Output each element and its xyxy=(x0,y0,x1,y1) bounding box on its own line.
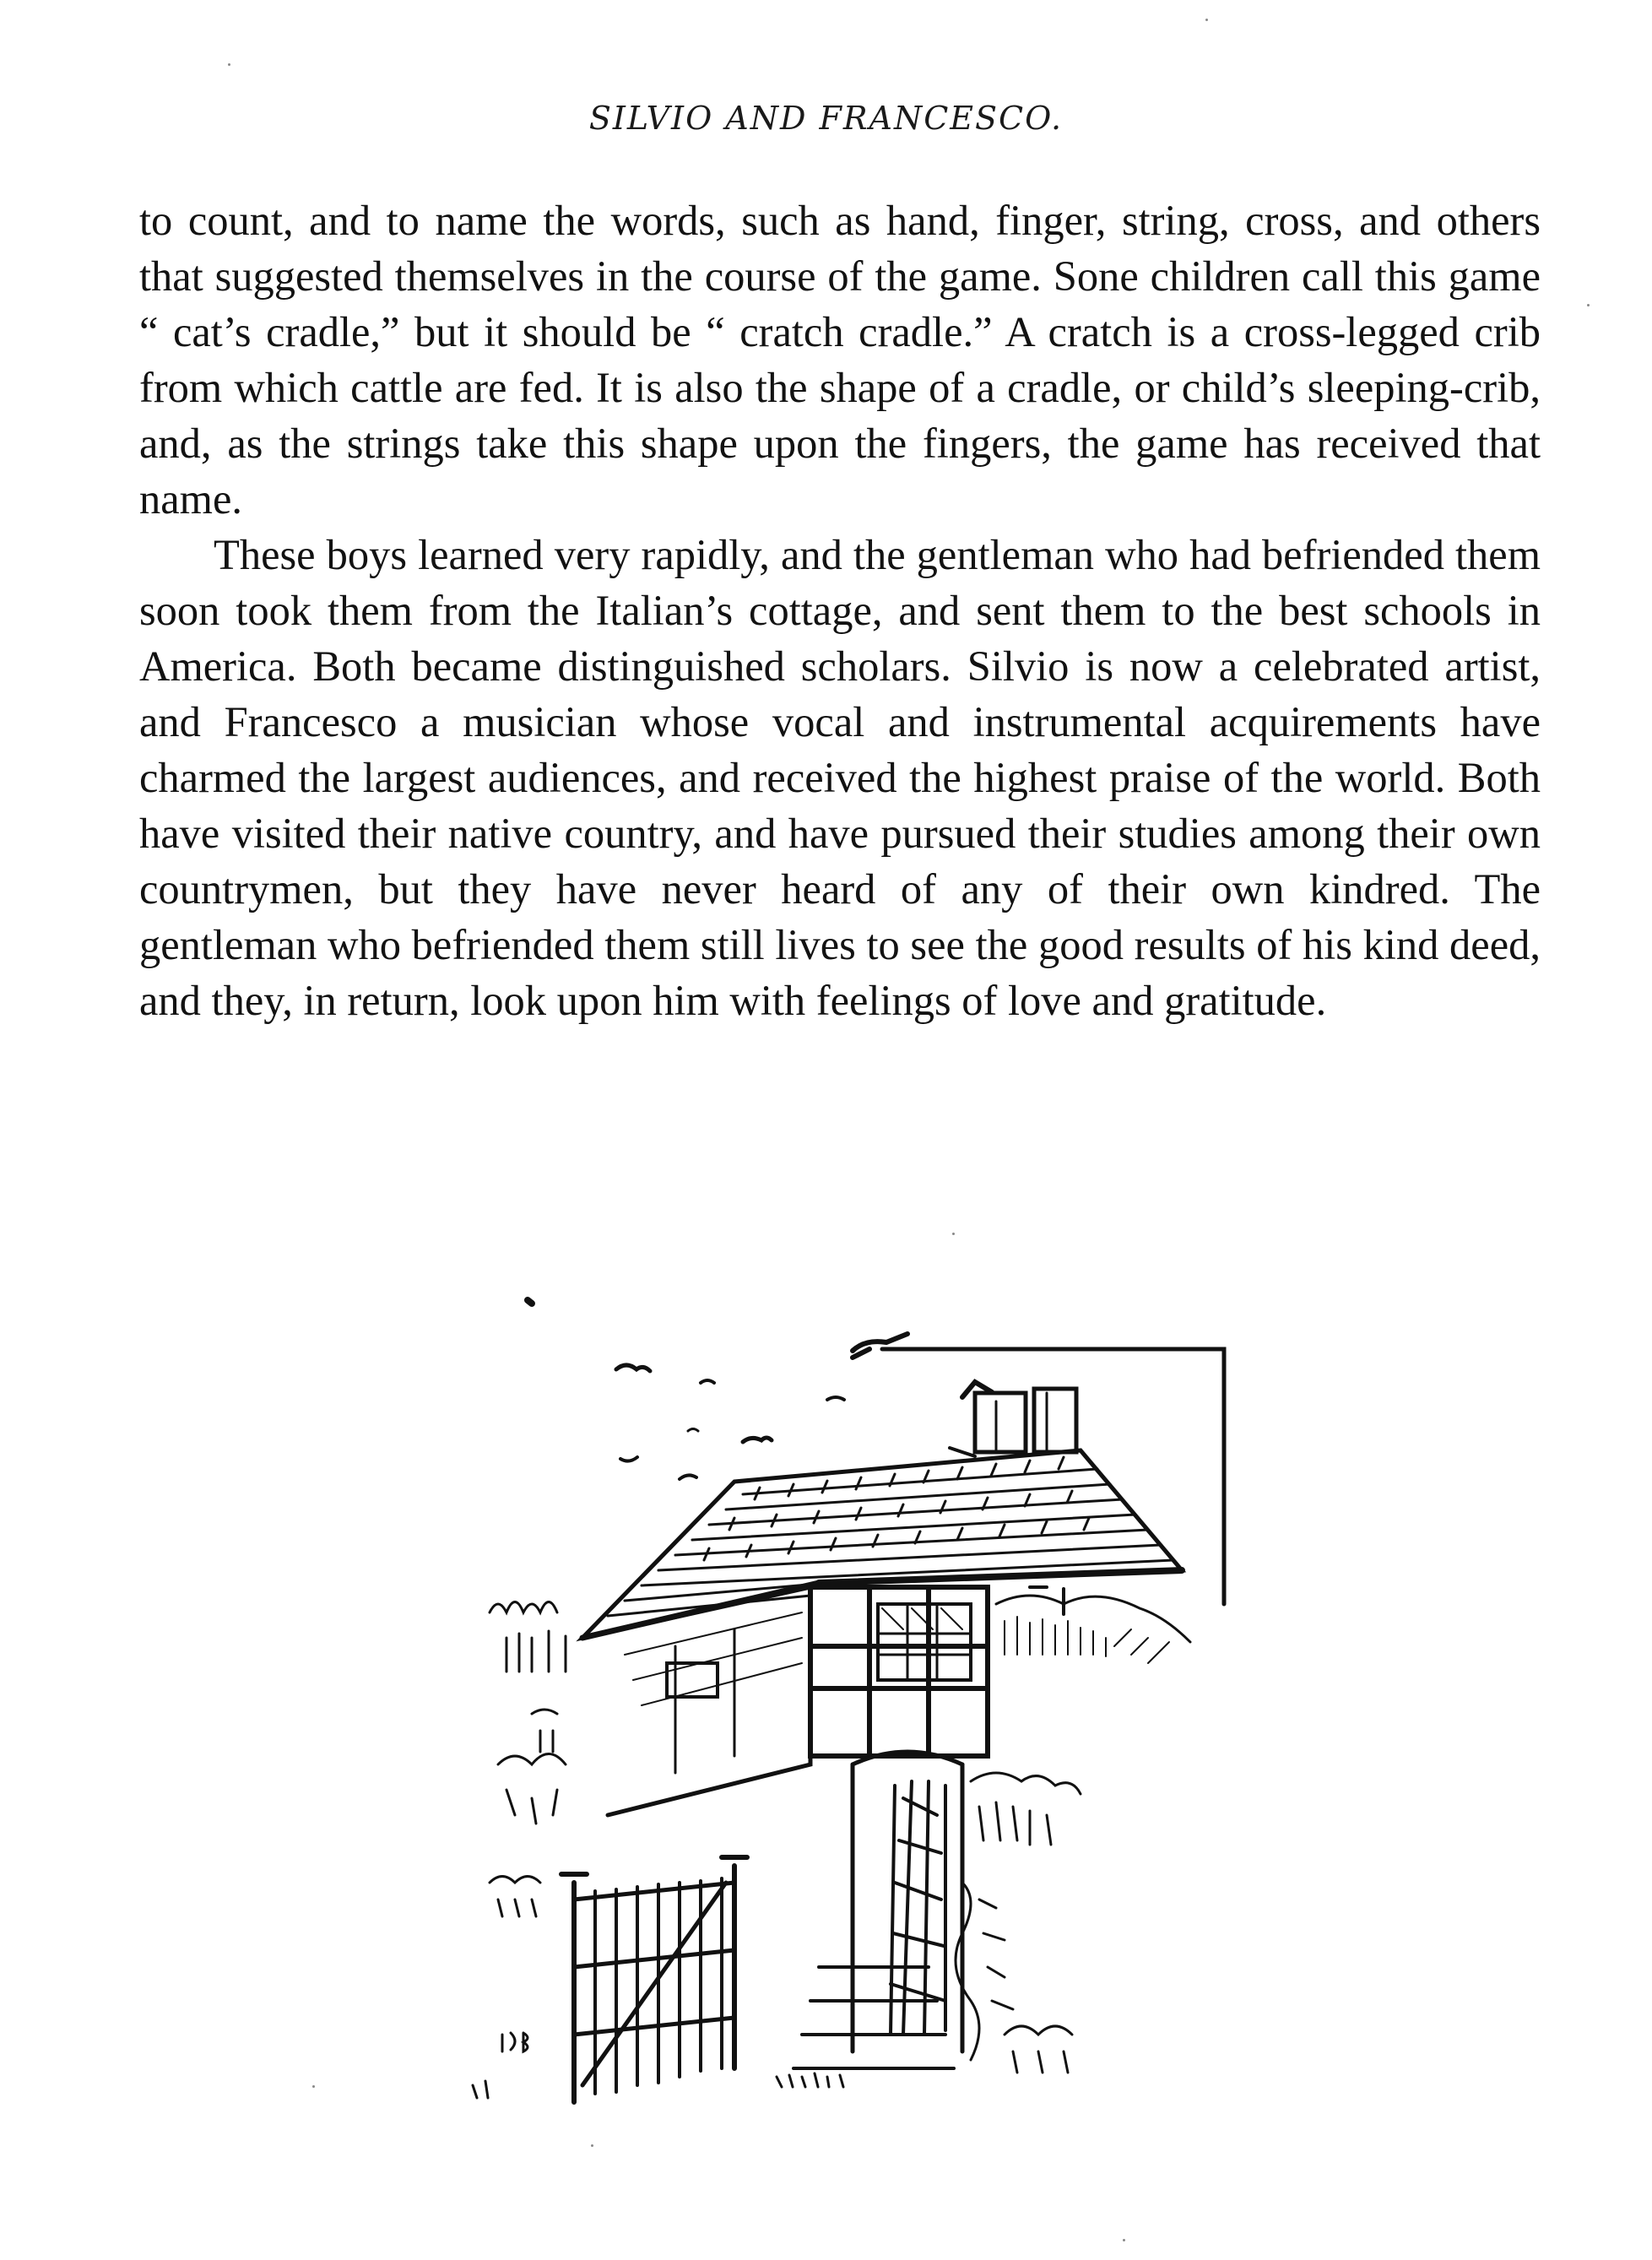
paragraph-1: to count, and to name the words, such as hand, finger, string, cross, and others that suggested themselves in the course of the game. Sone children call this game “ cat’s cradle,” but it should be “ cratch cradle.” A cratch is a cross-legged crib from which cattle are fed. It is also the shape of a cradle, or child’s sleeping-crib, and, as the strings take this shape upon the fingers, the game has received that name. xyxy=(139,197,1541,523)
paper-speck xyxy=(1587,304,1590,306)
paper-speck xyxy=(228,63,230,66)
paper-speck xyxy=(952,1233,955,1235)
body-text xyxy=(139,192,1541,1028)
paper-speck xyxy=(1123,2239,1125,2241)
running-title: SILVIO AND FRANCESCO. xyxy=(588,100,1064,137)
paragraph-2: These boys learned very rapidly, and the gentleman who had befriended them soon took them from the Italian’s cottage, and sent them to the best schools in America. Both became distinguished scholars. Silvio is now a celebrated artist, and Francesco a musician whose vocal and instrumental acquirements have charmed the largest audiences, and received the highest praise of the world. Both have visited their native country, and have pursued their studies among their own countrymen, but they have never heard of any of their own kindred. The gentleman who befriended them still lives to see the good results of his kind deed, and they, in return, look upon him with feelings of love and gratitude. xyxy=(139,531,1541,1024)
cottage-illustration xyxy=(456,1292,1249,2136)
paper-speck xyxy=(312,2085,315,2088)
paper-speck xyxy=(1205,19,1208,21)
paper-speck xyxy=(591,2144,593,2147)
